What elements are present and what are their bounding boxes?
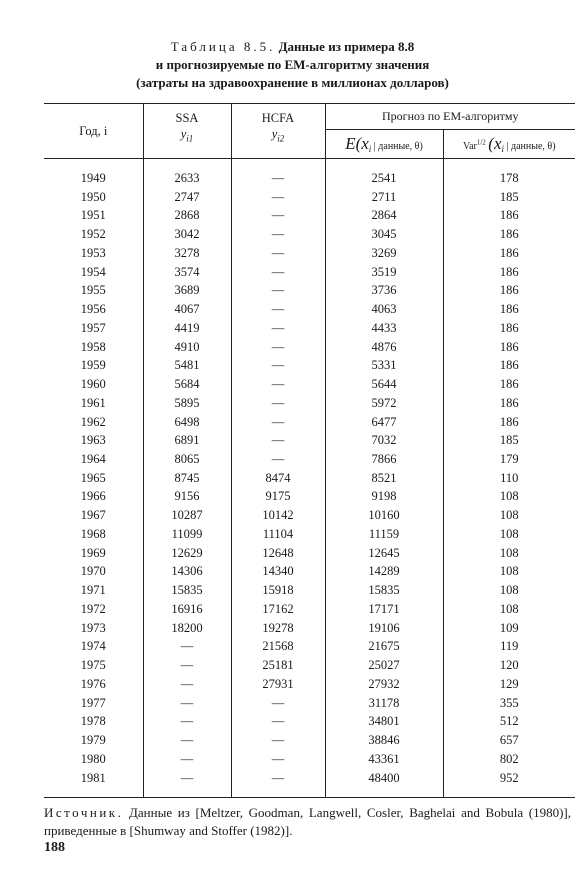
table-cell: — bbox=[143, 750, 231, 769]
table-cell: 1966 bbox=[44, 487, 143, 506]
table-row bbox=[44, 469, 575, 488]
table-cell: 27932 bbox=[325, 675, 443, 694]
table-cell: 14340 bbox=[231, 562, 325, 581]
table-cell: 1980 bbox=[44, 750, 143, 769]
table-cell: 1950 bbox=[44, 188, 143, 207]
table-cell: — bbox=[231, 375, 325, 394]
table-row bbox=[44, 263, 575, 282]
table-cell: 12629 bbox=[143, 544, 231, 563]
table-cell: 8745 bbox=[143, 469, 231, 488]
table-cell: 14306 bbox=[143, 562, 231, 581]
table-cell: — bbox=[231, 225, 325, 244]
table-row bbox=[44, 731, 575, 750]
table-cell: 952 bbox=[443, 769, 575, 798]
table-cell: 1969 bbox=[44, 544, 143, 563]
table-cell: 186 bbox=[499, 283, 519, 298]
table-row bbox=[44, 525, 575, 544]
table-cell: 1974 bbox=[44, 637, 143, 656]
table-cell: 5481 bbox=[143, 356, 231, 375]
table-cell: 1972 bbox=[44, 600, 143, 619]
table-cell: 186 bbox=[499, 245, 519, 260]
table-cell: 12648 bbox=[231, 544, 325, 563]
table-row bbox=[44, 394, 575, 413]
table-cell: 119 bbox=[500, 639, 519, 654]
table-row bbox=[44, 225, 575, 244]
table-row bbox=[44, 206, 575, 225]
table-cell: 3269 bbox=[325, 244, 443, 263]
table-cell: 178 bbox=[499, 171, 519, 185]
table-cell: — bbox=[143, 769, 231, 798]
table-cell: 355 bbox=[499, 695, 519, 710]
table-body bbox=[44, 159, 575, 798]
table-cell: 2541 bbox=[325, 169, 443, 188]
table-cell: 185 bbox=[499, 189, 519, 204]
table-cell: — bbox=[231, 319, 325, 338]
table-cell: 179 bbox=[499, 452, 519, 467]
table-header bbox=[44, 104, 575, 159]
table-cell: 5331 bbox=[325, 356, 443, 375]
table-caption-line-2: и прогнозируемые по ЕМ-алгоритму значения bbox=[155, 57, 430, 72]
table-row bbox=[44, 712, 575, 731]
table-cell: 3042 bbox=[143, 225, 231, 244]
table-cell: 1968 bbox=[44, 525, 143, 544]
table-cell: 8521 bbox=[325, 469, 443, 488]
table-caption-line-1 bbox=[0, 38, 585, 56]
table-cell: 1953 bbox=[44, 244, 143, 263]
table-cell: 10287 bbox=[143, 506, 231, 525]
table-cell: 4910 bbox=[143, 338, 231, 357]
table-cell: 7032 bbox=[325, 431, 443, 450]
table-cell: — bbox=[231, 413, 325, 432]
table-cell: 1957 bbox=[44, 319, 143, 338]
table-cell: 4419 bbox=[143, 319, 231, 338]
table-cell: 3278 bbox=[143, 244, 231, 263]
table-row bbox=[44, 244, 575, 263]
table-cell: 108 bbox=[499, 545, 519, 560]
table-row bbox=[44, 694, 575, 713]
header-hcfa-var: $y_{i2}$ bbox=[271, 127, 285, 144]
table-row bbox=[44, 675, 575, 694]
table-cell: 34801 bbox=[325, 712, 443, 731]
table-label: Таблица 8.5. bbox=[170, 39, 276, 54]
table-cell: — bbox=[231, 431, 325, 450]
table-cell: 186 bbox=[499, 302, 519, 317]
table-cell: 186 bbox=[499, 227, 519, 242]
table-cell: — bbox=[231, 338, 325, 357]
table-row bbox=[44, 319, 575, 338]
table-cell: — bbox=[231, 188, 325, 207]
table-cell: 21568 bbox=[231, 637, 325, 656]
table-cell: 1970 bbox=[44, 562, 143, 581]
table-row bbox=[44, 656, 575, 675]
table-cell: 8474 bbox=[231, 469, 325, 488]
table-cell: — bbox=[231, 300, 325, 319]
table-cell: 3736 bbox=[325, 281, 443, 300]
table-row bbox=[44, 544, 575, 563]
table-cell: — bbox=[143, 694, 231, 713]
table-row bbox=[44, 450, 575, 469]
table-cell: 31178 bbox=[325, 694, 443, 713]
table-cell: 1954 bbox=[44, 263, 143, 282]
table-cell: 10142 bbox=[231, 506, 325, 525]
table-row bbox=[44, 300, 575, 319]
table-cell: 18200 bbox=[143, 619, 231, 638]
table-cell: 1962 bbox=[44, 413, 143, 432]
table-cell: 10160 bbox=[325, 506, 443, 525]
table-cell: 9198 bbox=[325, 487, 443, 506]
table-cell: 3045 bbox=[325, 225, 443, 244]
table-row bbox=[44, 431, 575, 450]
table-cell: 186 bbox=[499, 320, 519, 335]
table-row bbox=[44, 581, 575, 600]
table-cell: 11104 bbox=[231, 525, 325, 544]
table-cell: 5895 bbox=[143, 394, 231, 413]
table-cell: 38846 bbox=[325, 731, 443, 750]
table-cell: 5684 bbox=[143, 375, 231, 394]
table-cell: 1960 bbox=[44, 375, 143, 394]
table-cell: 1963 bbox=[44, 431, 143, 450]
table-cell: 6498 bbox=[143, 413, 231, 432]
table-cell: 4876 bbox=[325, 338, 443, 357]
table-cell: 129 bbox=[499, 676, 519, 691]
table-cell: 1949 bbox=[44, 169, 143, 188]
table-cell: 512 bbox=[499, 714, 519, 729]
table-cell: 657 bbox=[499, 733, 519, 748]
table-cell: 2747 bbox=[143, 188, 231, 207]
table-row bbox=[44, 637, 575, 656]
header-hcfa bbox=[231, 104, 325, 159]
table-row bbox=[44, 769, 575, 798]
table-cell: — bbox=[143, 656, 231, 675]
table-cell: — bbox=[231, 281, 325, 300]
table-cell: 1976 bbox=[44, 675, 143, 694]
table-cell: 1955 bbox=[44, 281, 143, 300]
table-row bbox=[44, 356, 575, 375]
source-note bbox=[44, 804, 571, 840]
table-cell: 17171 bbox=[325, 600, 443, 619]
table-cell: 109 bbox=[499, 620, 519, 635]
table-cell: 1978 bbox=[44, 712, 143, 731]
header-ssa bbox=[143, 104, 231, 159]
table-row bbox=[44, 338, 575, 357]
table-cell: 1975 bbox=[44, 656, 143, 675]
table-cell: 186 bbox=[499, 208, 519, 223]
table-body-spacer bbox=[44, 159, 575, 170]
table-cell: 7866 bbox=[325, 450, 443, 469]
table-cell: 2711 bbox=[325, 188, 443, 207]
table-cell: 3689 bbox=[143, 281, 231, 300]
table-row bbox=[44, 281, 575, 300]
table-cell: 108 bbox=[499, 564, 519, 579]
table-cell: 186 bbox=[499, 377, 519, 392]
table-cell: 9156 bbox=[143, 487, 231, 506]
table-cell: 11099 bbox=[143, 525, 231, 544]
table-cell: 1973 bbox=[44, 619, 143, 638]
header-forecast: Прогноз по ЕМ-алгоритму bbox=[325, 104, 575, 130]
table-cell: 3574 bbox=[143, 263, 231, 282]
table-cell: 3519 bbox=[325, 263, 443, 282]
table-cell: 2864 bbox=[325, 206, 443, 225]
table-cell: — bbox=[231, 712, 325, 731]
table-cell: 4063 bbox=[325, 300, 443, 319]
table-cell: 5644 bbox=[325, 375, 443, 394]
table-cell: 12645 bbox=[325, 544, 443, 563]
table-cell: 25027 bbox=[325, 656, 443, 675]
table-row bbox=[44, 413, 575, 432]
header-ssa-var: $y_{i1}$ bbox=[180, 127, 194, 144]
source-text: Данные из [Meltzer, Goodman, Langwell, Cosler, Baghelai and Bobula (1980)], приведенные в [Shumway and Stoffer (1982)]. bbox=[44, 805, 571, 838]
table-cell: 2633 bbox=[143, 169, 231, 188]
table-cell: 110 bbox=[500, 470, 519, 485]
table-cell: 1961 bbox=[44, 394, 143, 413]
table-cell: 186 bbox=[499, 264, 519, 279]
table-cell: — bbox=[143, 731, 231, 750]
table-row bbox=[44, 506, 575, 525]
header-ssa-label: SSA bbox=[175, 111, 199, 125]
table-row bbox=[44, 750, 575, 769]
table-cell: 1951 bbox=[44, 206, 143, 225]
table-cell: — bbox=[231, 450, 325, 469]
table-cell: 19278 bbox=[231, 619, 325, 638]
table-cell: 1971 bbox=[44, 581, 143, 600]
table-cell: 8065 bbox=[143, 450, 231, 469]
table-cell: 48400 bbox=[325, 769, 443, 798]
table-cell: 108 bbox=[499, 489, 519, 504]
table-cell: 1959 bbox=[44, 356, 143, 375]
table-cell: — bbox=[231, 694, 325, 713]
table-cell: — bbox=[231, 244, 325, 263]
table-cell: 108 bbox=[499, 601, 519, 616]
source-label: Источник. bbox=[44, 805, 124, 820]
table-cell: 21675 bbox=[325, 637, 443, 656]
table-cell: 108 bbox=[499, 583, 519, 598]
table-cell: 15835 bbox=[325, 581, 443, 600]
table-cell: — bbox=[231, 394, 325, 413]
table-cell: 15835 bbox=[143, 581, 231, 600]
table-cell: 25181 bbox=[231, 656, 325, 675]
table-cell: 4067 bbox=[143, 300, 231, 319]
table-cell: 43361 bbox=[325, 750, 443, 769]
table-cell: — bbox=[231, 769, 325, 798]
table-cell: — bbox=[231, 169, 325, 188]
table-cell: 6891 bbox=[143, 431, 231, 450]
table-cell: 4433 bbox=[325, 319, 443, 338]
table-cell: — bbox=[231, 263, 325, 282]
table-cell: 1964 bbox=[44, 450, 143, 469]
table-cell: 186 bbox=[499, 395, 519, 410]
table-cell: — bbox=[143, 712, 231, 731]
table-cell: 27931 bbox=[231, 675, 325, 694]
header-expectation: $E(x_i$ | данные, θ) bbox=[325, 130, 443, 159]
table-row bbox=[44, 562, 575, 581]
table-cell: 1958 bbox=[44, 338, 143, 357]
table-cell: — bbox=[231, 750, 325, 769]
table-cell: 186 bbox=[499, 358, 519, 373]
table-row bbox=[44, 375, 575, 394]
table-caption-line-3: (затраты на здравоохранение в миллионах долларов) bbox=[136, 75, 449, 90]
table-cell: 14289 bbox=[325, 562, 443, 581]
header-year: Год, i bbox=[44, 104, 143, 159]
table-cell: 9175 bbox=[231, 487, 325, 506]
table-cell: 1967 bbox=[44, 506, 143, 525]
table-row bbox=[44, 600, 575, 619]
table-cell: 1956 bbox=[44, 300, 143, 319]
table-cell: 1952 bbox=[44, 225, 143, 244]
table-cell: — bbox=[231, 731, 325, 750]
header-hcfa-label: HCFA bbox=[261, 111, 295, 125]
table-row bbox=[44, 169, 575, 188]
table-row bbox=[44, 619, 575, 638]
table-cell: 16916 bbox=[143, 600, 231, 619]
table-cell: 15918 bbox=[231, 581, 325, 600]
table-cell: 1977 bbox=[44, 694, 143, 713]
table-cell: 186 bbox=[499, 414, 519, 429]
table-cell: — bbox=[231, 206, 325, 225]
table-cell: 2868 bbox=[143, 206, 231, 225]
table-title: Данные из примера 8.8 bbox=[278, 39, 415, 54]
table-cell: 1979 bbox=[44, 731, 143, 750]
table-cell: — bbox=[143, 637, 231, 656]
table-cell: 19106 bbox=[325, 619, 443, 638]
table-cell: 1981 bbox=[44, 769, 143, 798]
table-cell: 1965 bbox=[44, 469, 143, 488]
table-row bbox=[44, 188, 575, 207]
page-number: 188 bbox=[44, 840, 65, 855]
table-row bbox=[44, 487, 575, 506]
header-std-dev: Var$^{1/2}$ ($x_i$ | данные, θ) bbox=[443, 130, 575, 159]
table-cell: 11159 bbox=[325, 525, 443, 544]
table-cell: 120 bbox=[499, 658, 519, 673]
table-cell: 802 bbox=[499, 751, 519, 766]
table-cell: 186 bbox=[499, 339, 519, 354]
data-table bbox=[44, 103, 575, 798]
table-cell: 108 bbox=[499, 526, 519, 541]
table-cell: 17162 bbox=[231, 600, 325, 619]
table-cell: — bbox=[143, 675, 231, 694]
table-cell: 5972 bbox=[325, 394, 443, 413]
table-cell: 185 bbox=[499, 433, 519, 448]
table-cell: 108 bbox=[499, 508, 519, 523]
table-cell: 6477 bbox=[325, 413, 443, 432]
table-cell: — bbox=[231, 356, 325, 375]
